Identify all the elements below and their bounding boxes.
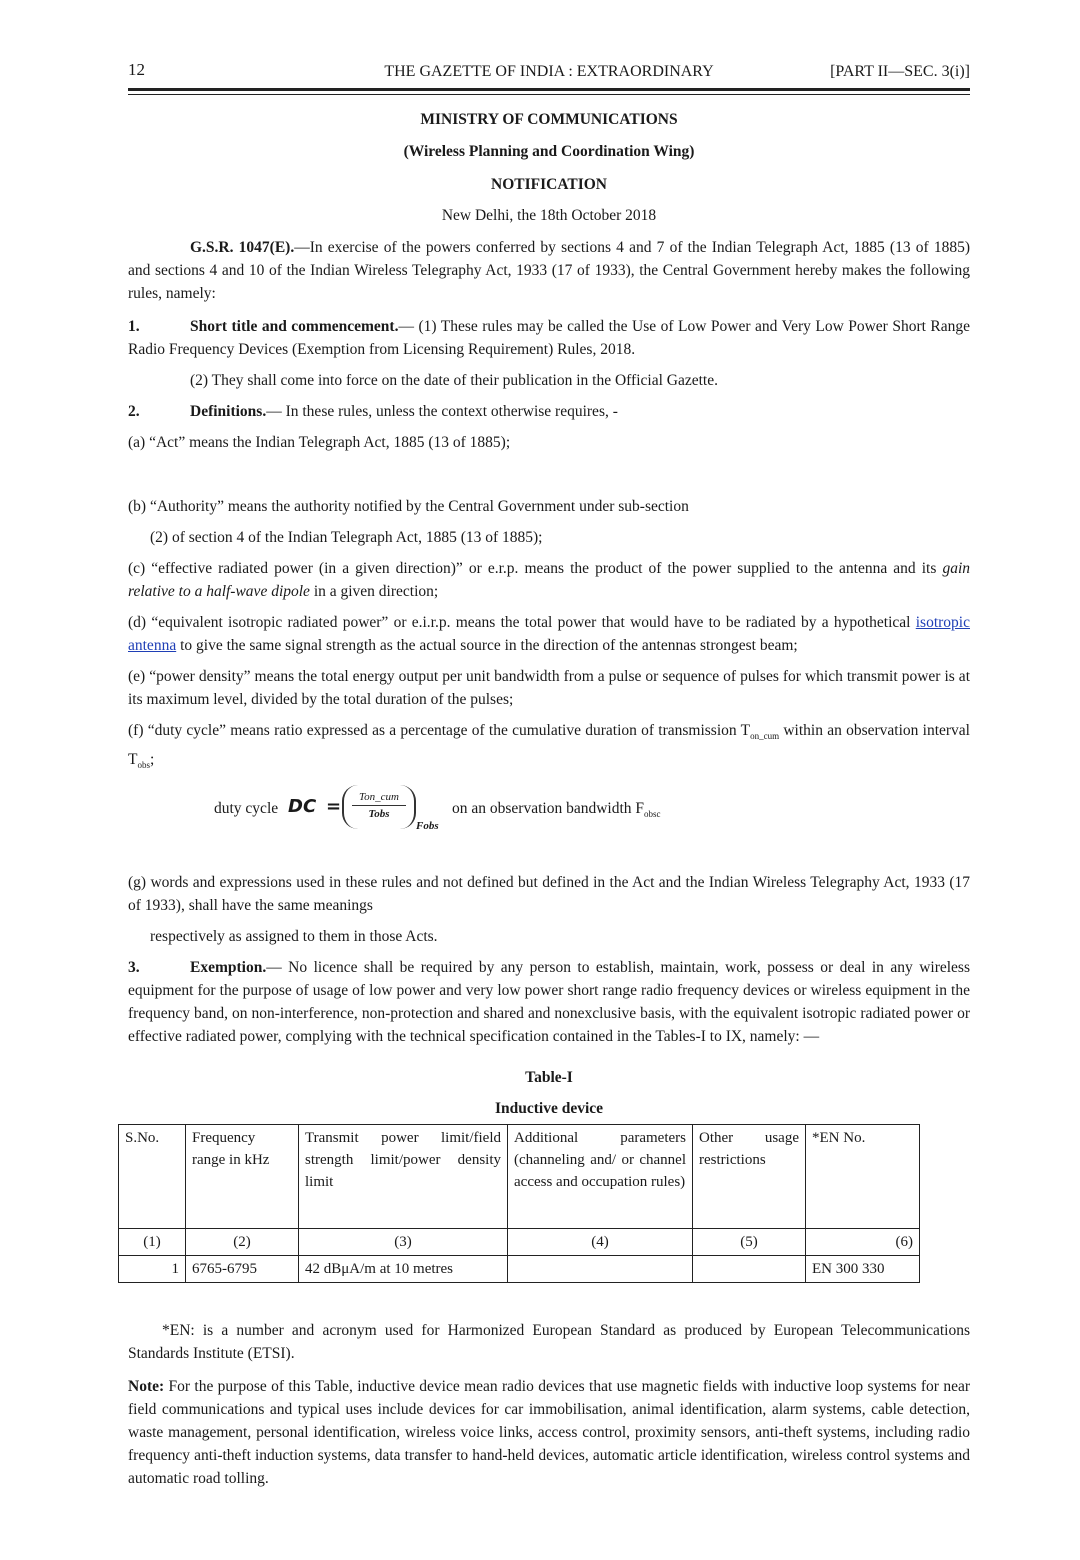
formula-symbol: DC <box>288 796 317 818</box>
formula-rhs-text: on an observation bandwidth F <box>452 800 645 818</box>
cell-sno: 1 <box>119 1256 186 1283</box>
definition-d-text: (d) “equivalent isotropic radiated power” or e.i.r.p. means the total power that would have to be radiated by a hypothetical <box>128 614 916 631</box>
document-body <box>125 104 971 1490</box>
definition-g-cont: respectively as assigned to them in those Acts. <box>150 928 438 946</box>
table-title: Table-I <box>525 1069 573 1087</box>
table-column-number-row <box>119 1229 920 1256</box>
running-header <box>128 58 970 82</box>
formula-numerator: Ton_cum <box>352 789 406 806</box>
rule-2-intro: — In these rules, unless the context otherwise requires, - <box>266 403 618 420</box>
dateline: New Delhi, the 18th October 2018 <box>441 207 657 224</box>
tobs-subscript: obs <box>137 760 150 771</box>
notification-heading: NOTIFICATION <box>491 176 607 193</box>
definition-e: (e) “power density” means the total energy output per unit bandwidth from a pulse or sequence of pulses for which transmit power is at its maximum level, divided by the total duration of the pulses; <box>128 668 970 708</box>
header-transmit-power: Transmit power limit/field strength limit/power density limit <box>299 1125 508 1229</box>
definition-f <box>128 719 970 777</box>
header-frequency: Frequency range in kHz <box>186 1125 299 1229</box>
formula-rhs <box>452 797 661 826</box>
header-rule-thin <box>128 94 970 95</box>
definition-f-text: (f) “duty cycle” means ratio expressed as a percentage of the cumulative duration of transmission T <box>128 722 751 739</box>
gsr-reference: G.S.R. 1047(E). <box>190 239 295 256</box>
cell-additional-parameters <box>508 1256 693 1283</box>
table-subtitle: Inductive device <box>494 1100 604 1118</box>
rule-2-number: 2. <box>128 403 140 420</box>
header-rule-thick <box>128 88 970 91</box>
definition-f-mid: within an observation interval T <box>128 722 970 769</box>
col-number: (5) <box>693 1229 806 1256</box>
part-section: [PART II—SEC. 3(i)] <box>830 63 970 80</box>
definition-b-cont: (2) of section 4 of the Indian Telegraph Act, 1885 (13 of 1885); <box>150 529 543 546</box>
definition-c-text: (c) “effective radiated power (in a given direction)” or e.r.p. means the product of the power supplied to the antenna and its <box>128 560 943 577</box>
header-sno: S.No. <box>119 1125 186 1229</box>
definition-b: (b) “Authority” means the authority notified by the Central Government under sub-section <box>128 498 689 515</box>
header-additional-parameters: Additional parameters (channeling and/ or channel access and occupation rules) <box>508 1125 693 1229</box>
rule-3-number: 3. <box>128 959 140 977</box>
table-inductive-device <box>118 1124 920 1283</box>
rule-1-number: 1. <box>128 318 140 335</box>
rule-1 <box>128 315 970 361</box>
formula-fraction <box>342 785 416 829</box>
col-number: (4) <box>508 1229 693 1256</box>
definition-c-end: in a given direction; <box>309 583 439 600</box>
definition-c <box>128 557 970 603</box>
definition-g: (g) words and expressions used in these rules and not defined but defined in the Act and the Indian Wireless Telegraphy Act, 1933 (17 of 1933), shall have the same meanings <box>128 874 970 915</box>
page-number: 12 <box>128 60 145 79</box>
col-number: (2) <box>186 1229 299 1256</box>
ton-subscript: on_cum <box>750 731 780 742</box>
en-footnote: *EN: is a number and acronym used for Harmonized European Standard as produced by European Telecommunications Standards Institute (ETSI). <box>128 1322 970 1363</box>
definition-f-end: ; <box>149 751 155 769</box>
note-text: For the purpose of this Table, inductive device mean radio devices that use magnetic fields with inductive loop systems for near field communications and typical uses include devices for car immobilisation, animal identification, alarm systems, cable detection, waste management, personal identification, wireless voice links, access control, proximity sensors, anti-theft systems, including radio frequency anti-theft induction systems, data transfer to hand-held devices, automatic article identification, wireless control systems and automatic road tolling. <box>128 1378 970 1488</box>
note-label: Note: <box>128 1378 165 1396</box>
rule-3-heading: Exemption. <box>190 959 267 977</box>
definition-a: (a) “Act” means the Indian Telegraph Act, 1885 (13 of 1885); <box>128 434 511 451</box>
rule-3 <box>128 956 970 1048</box>
formula-denominator: Tobs <box>368 808 390 821</box>
table-row <box>119 1256 920 1283</box>
formula-bandwidth-symbol: Fobs <box>416 820 439 833</box>
rule-3-text: — No licence shall be required by any person to establish, maintain, work, possess or deal in any wireless equipment for the purpose of usage of low power and very low power short range radio frequency devices or wireless equipment in the frequency band, on non-interference, non-protection and shared and nonexclusive basis, with the equivalent isotropic radiated power or effective radiated power, complying with the technical specification contained in the Tables-I to IX, namely: — <box>128 959 970 1046</box>
duty-cycle-formula <box>128 785 970 869</box>
col-number: (1) <box>119 1229 186 1256</box>
col-number: (6) <box>806 1229 920 1256</box>
cell-frequency: 6765-6795 <box>186 1256 299 1283</box>
preamble <box>128 236 970 305</box>
rule-2-heading: Definitions. <box>190 403 267 420</box>
table-header-row <box>119 1125 920 1229</box>
rule-2 <box>128 400 970 423</box>
cell-transmit-power: 42 dBμA/m at 10 metres <box>299 1256 508 1283</box>
definition-d <box>128 611 970 657</box>
preamble-text: —In exercise of the powers conferred by sections 4 and 7 of the Indian Telegraph Act, 1885 (13 of 1885) and sections 4 and 10 of the Indian Wireless Telegraphy Act, 1933 (17 of 1933), the Central Government hereby makes the following rules, namely: <box>128 239 970 302</box>
rule-1-heading: Short title and commencement. <box>190 318 399 335</box>
formula-equals: = <box>326 796 342 818</box>
table-note <box>128 1375 970 1490</box>
col-number: (3) <box>299 1229 508 1256</box>
rule-1-sub-2: (2) They shall come into force on the date of their publication in the Official Gazette. <box>190 372 718 389</box>
isotropic-antenna-link[interactable]: isotropic antenna <box>128 614 970 654</box>
definition-c-emphasis: gain relative to a half-wave dipole <box>128 560 970 600</box>
header-en-no: *EN No. <box>806 1125 920 1229</box>
formula-label: duty cycle <box>214 800 279 818</box>
header-other-usage: Other usage restrictions <box>693 1125 806 1229</box>
fobs-subscript: obsc <box>644 809 661 820</box>
ministry-heading: MINISTRY OF COMMUNICATIONS <box>420 111 678 128</box>
cell-other-usage <box>693 1256 806 1283</box>
wing-heading: (Wireless Planning and Coordination Wing) <box>403 143 695 160</box>
gazette-title: THE GAZETTE OF INDIA : EXTRAORDINARY <box>384 63 714 80</box>
rule-1-text: — (1) These rules may be called the Use of Low Power and Very Low Power Short Range Radio Frequency Devices (Exemption from Licensing Requirement) Rules, 2018. <box>128 318 971 358</box>
cell-en-no: EN 300 330 <box>806 1256 920 1283</box>
definition-d-end: to give the same signal strength as the actual source in the direction of the antennas strongest beam; <box>176 637 798 654</box>
